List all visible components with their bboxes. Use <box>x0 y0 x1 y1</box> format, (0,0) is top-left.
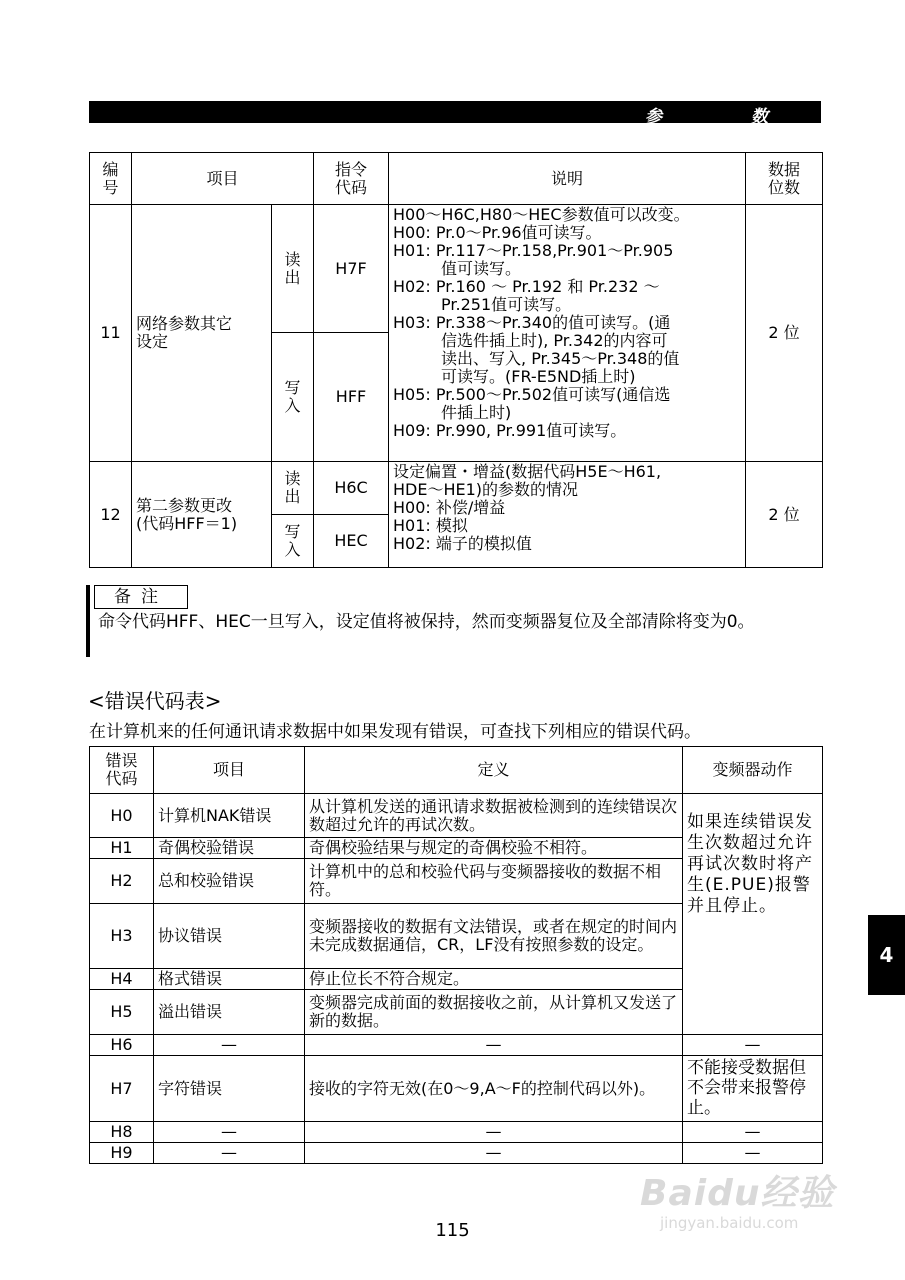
desc-line: H02: Pr.160 ～ Pr.192 和 Pr.232 ～ <box>393 277 660 296</box>
error-code: H9 <box>90 1143 154 1164</box>
table-row <box>90 462 823 515</box>
desc-line: 读出、写入, Pr.345～Pr.348的值 <box>441 349 680 368</box>
error-code: H7 <box>90 1056 154 1122</box>
row-num: 11 <box>90 205 132 462</box>
error-group-action: 如果连续错误发生次数超过允许再试次数时将产生(E.PUE)报警并且停止。 <box>683 794 823 1035</box>
error-definition: — <box>305 1035 683 1056</box>
row-bits: 2 位 <box>746 205 823 462</box>
error-code: H1 <box>90 838 154 859</box>
write-label: 写 入 <box>272 333 314 462</box>
page-number: 115 <box>435 1220 470 1241</box>
desc-line: H09: Pr.990, Pr.991值可读写。 <box>393 421 627 440</box>
error-item: — <box>154 1035 305 1056</box>
error-item: 溢出错误 <box>154 990 305 1035</box>
header-bits: 数据 位数 <box>746 153 823 205</box>
desc-line: H03: Pr.338～Pr.340的值可读写。(通 <box>393 313 671 332</box>
error-action: 不能接受数据但不会带来报警停止。 <box>683 1056 823 1122</box>
desc-line: H01: 模拟 <box>393 516 468 535</box>
watermark-url: jingyan.baidu.com <box>660 1214 799 1232</box>
error-definition: 奇偶校验结果与规定的奇偶校验不相符。 <box>305 838 683 859</box>
error-item: 总和校验错误 <box>154 859 305 904</box>
note-label: 备注 <box>94 585 188 609</box>
desc-line: H02: 端子的模拟值 <box>393 534 532 553</box>
row-description <box>389 205 746 462</box>
table-row <box>90 1122 823 1143</box>
error-definition: 变频器完成前面的数据接收之前，从计算机又发送了新的数据。 <box>305 990 683 1035</box>
table-row <box>90 1035 823 1056</box>
error-item: — <box>154 1143 305 1164</box>
header-error-code: 错误 代码 <box>90 747 154 794</box>
header-title-right: 数 <box>751 107 768 127</box>
error-item: 计算机NAK错误 <box>154 794 305 838</box>
chapter-tab: 4 <box>868 915 905 995</box>
desc-line: H05: Pr.500～Pr.502值可读写(通信选 <box>393 385 671 404</box>
error-definition: 变频器接收的数据有文法错误，或者在规定的时间内未完成数据通信，CR，LF没有按照参数的设定。 <box>305 904 683 969</box>
error-item: — <box>154 1122 305 1143</box>
error-definition: 从计算机发送的通讯请求数据被检测到的连续错误次数超过允许的再试次数。 <box>305 794 683 838</box>
error-item: 字符错误 <box>154 1056 305 1122</box>
header-definition: 定义 <box>305 747 683 794</box>
row-bits: 2 位 <box>746 462 823 568</box>
read-label: 读 出 <box>272 205 314 333</box>
error-definition: — <box>305 1122 683 1143</box>
row-item: 网络参数其它 设定 <box>132 205 272 462</box>
error-item: 格式错误 <box>154 969 305 990</box>
desc-line: H00: 补偿/增益 <box>393 498 506 517</box>
desc-line: H00: Pr.0～Pr.96值可读写。 <box>393 223 602 242</box>
header-title-left: 参 <box>645 107 662 127</box>
row-item: 第二参数更改 (代码HFF＝1) <box>132 462 272 568</box>
error-definition: 计算机中的总和校验代码与变频器接收的数据不相符。 <box>305 859 683 904</box>
header-item: 项目 <box>154 747 305 794</box>
error-code: H2 <box>90 859 154 904</box>
row-num: 12 <box>90 462 132 568</box>
error-definition: 接收的字符无效(在0～9,A～F的控制代码以外)。 <box>305 1056 683 1122</box>
desc-line: 信选件插上时), Pr.342的内容可 <box>441 331 668 350</box>
error-definition: 停止位长不符合规定。 <box>305 969 683 990</box>
error-definition: — <box>305 1143 683 1164</box>
table-header-row <box>90 747 823 794</box>
desc-line: H01: Pr.117～Pr.158,Pr.901～Pr.905 <box>393 241 674 260</box>
parameter-table <box>89 152 823 568</box>
desc-line: 件插上时) <box>441 403 512 422</box>
error-action: — <box>683 1122 823 1143</box>
desc-line: H00～H6C,H80～HEC参数值可以改变。 <box>393 205 690 224</box>
table-row <box>90 205 823 333</box>
error-action: — <box>683 1143 823 1164</box>
error-section-title: <错误代码表> <box>88 689 222 713</box>
error-code: H8 <box>90 1122 154 1143</box>
error-action: — <box>683 1035 823 1056</box>
read-code: H7F <box>314 205 389 333</box>
header-code: 指令 代码 <box>314 153 389 205</box>
read-code: H6C <box>314 462 389 515</box>
error-code: H0 <box>90 794 154 838</box>
error-code-table <box>89 746 823 1164</box>
desc-line: Pr.251值可读写。 <box>441 295 572 314</box>
table-header-row <box>90 153 823 205</box>
watermark-logo: Baidu经验 <box>640 1173 835 1214</box>
write-code: HFF <box>314 333 389 462</box>
error-item: 协议错误 <box>154 904 305 969</box>
error-code: H3 <box>90 904 154 969</box>
error-code: H6 <box>90 1035 154 1056</box>
error-section-description: 在计算机来的任何通讯请求数据中如果发现有错误，可查找下列相应的错误代码。 <box>89 722 701 742</box>
desc-line: 设定偏置・增益(数据代码H5E～H61, <box>393 462 662 481</box>
error-item: 奇偶校验错误 <box>154 838 305 859</box>
error-code: H4 <box>90 969 154 990</box>
header-num: 编 号 <box>90 153 132 205</box>
desc-line: HDE～HE1)的参数的情况 <box>393 480 579 499</box>
header-action: 变频器动作 <box>683 747 823 794</box>
section-header-bar <box>89 101 821 127</box>
desc-line: 可读写。(FR-E5ND插上时) <box>441 367 636 386</box>
note-box <box>86 585 825 657</box>
desc-line: 值可读写。 <box>441 259 522 278</box>
table-row <box>90 794 823 838</box>
header-item: 项目 <box>132 153 314 205</box>
note-text: 命令代码HFF、HEC一旦写入，设定值将被保持，然而变频器复位及全部清除将变为0。 <box>98 612 755 632</box>
header-desc: 说明 <box>389 153 746 205</box>
error-code: H5 <box>90 990 154 1035</box>
table-row <box>90 1143 823 1164</box>
row-description <box>389 462 746 568</box>
write-label: 写 入 <box>272 515 314 568</box>
write-code: HEC <box>314 515 389 568</box>
read-label: 读 出 <box>272 462 314 515</box>
table-row <box>90 1056 823 1122</box>
